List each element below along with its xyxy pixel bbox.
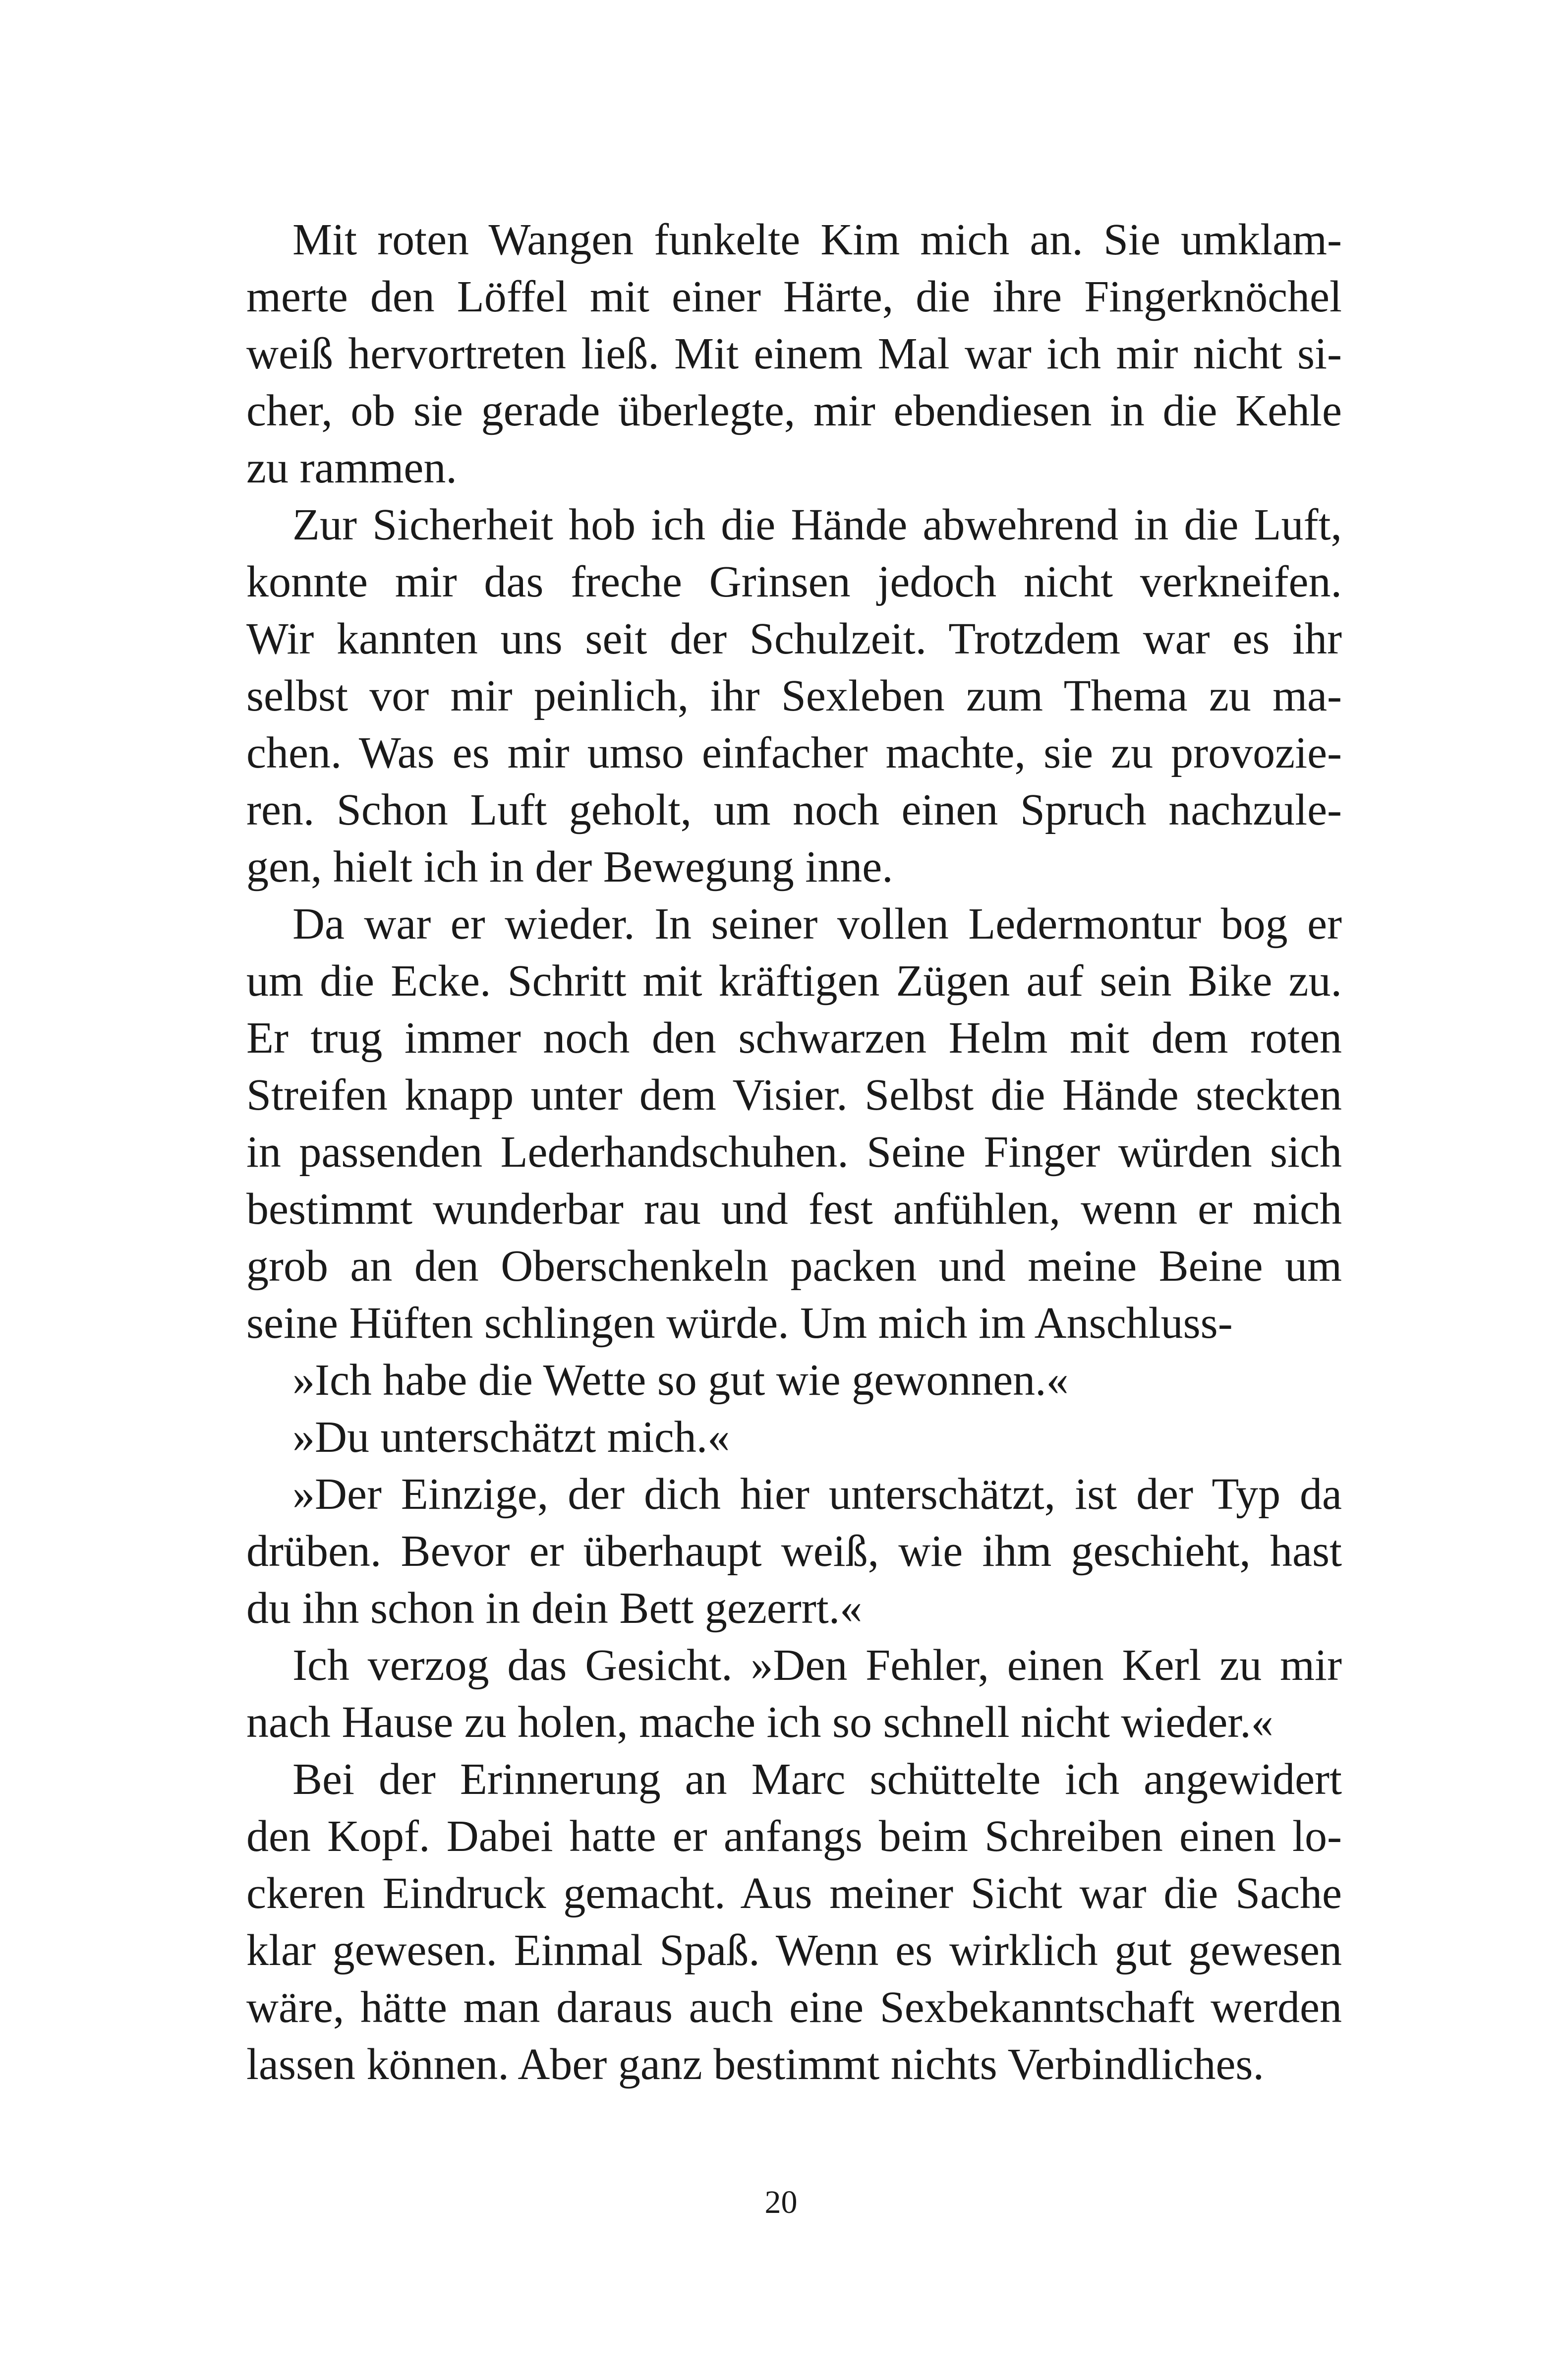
text-line: bestimmt wunderbar rau und fest anfühlen, wenn er mich bbox=[246, 1185, 1342, 1234]
text-line: konnte mir das freche Grinsen jedoch nicht verkneifen. bbox=[246, 557, 1342, 606]
text-line: nach Hause zu holen, mache ich so schnell nicht wieder.« bbox=[246, 1698, 1273, 1747]
text-line: seine Hüften schlingen würde. Um mich im Anschluss- bbox=[246, 1299, 1233, 1348]
paragraph bbox=[246, 895, 1342, 1352]
text-line: Da war er wieder. In seiner vollen Ledermontur bog er bbox=[292, 899, 1342, 949]
text-line: zu rammen. bbox=[246, 443, 457, 492]
text-line: Zur Sicherheit hob ich die Hände abwehrend in die Luft, bbox=[292, 500, 1342, 549]
paragraph bbox=[246, 496, 1342, 895]
paragraph bbox=[246, 211, 1342, 496]
text-line: gen, hielt ich in der Bewegung inne. bbox=[246, 842, 893, 892]
text-line: chen. Was es mir umso einfacher machte, sie zu provozie- bbox=[246, 728, 1342, 777]
text-line: lassen können. Aber ganz bestimmt nichts Verbindliches. bbox=[246, 2040, 1264, 2089]
text-line: cher, ob sie gerade überlegte, mir ebendiesen in die Kehle bbox=[246, 386, 1342, 435]
text-line: »Der Einzige, der dich hier unterschätzt, ist der Typ da bbox=[292, 1470, 1342, 1519]
text-line: du ihn schon in dein Bett gezerrt.« bbox=[246, 1584, 863, 1633]
text-line: wäre, hätte man daraus auch eine Sexbekanntschaft werden bbox=[246, 1983, 1342, 2032]
paragraph bbox=[246, 1751, 1342, 2093]
text-line: ckeren Eindruck gemacht. Aus meiner Sicht war die Sache bbox=[246, 1869, 1342, 1918]
text-line: den Kopf. Dabei hatte er anfangs beim Schreiben einen lo- bbox=[246, 1812, 1342, 1861]
text-line: Mit roten Wangen funkelte Kim mich an. Sie umklam- bbox=[292, 215, 1342, 264]
text-line: Streifen knapp unter dem Visier. Selbst die Hände steckten bbox=[246, 1071, 1342, 1120]
text-line: drüben. Bevor er überhaupt weiß, wie ihm geschieht, hast bbox=[246, 1527, 1342, 1576]
text-line: »Du unterschätzt mich.« bbox=[292, 1413, 730, 1462]
body-text bbox=[246, 211, 1342, 2093]
text-line: Ich verzog das Gesicht. »Den Fehler, einen Kerl zu mir bbox=[292, 1641, 1342, 1690]
text-line: Er trug immer noch den schwarzen Helm mit dem roten bbox=[246, 1013, 1342, 1063]
paragraph bbox=[246, 1466, 1342, 1637]
paragraph bbox=[246, 1352, 1342, 1409]
text-line: grob an den Oberschenkeln packen und meine Beine um bbox=[246, 1242, 1342, 1291]
paragraph bbox=[246, 1409, 1342, 1466]
text-line: klar gewesen. Einmal Spaß. Wenn es wirklich gut gewesen bbox=[246, 1926, 1342, 1975]
text-line: »Ich habe die Wette so gut wie gewonnen.« bbox=[292, 1356, 1069, 1405]
text-line: Wir kannten uns seit der Schulzeit. Trotzdem war es ihr bbox=[246, 614, 1342, 663]
text-line: um die Ecke. Schritt mit kräftigen Zügen auf sein Bike zu. bbox=[246, 956, 1342, 1006]
text-line: ren. Schon Luft geholt, um noch einen Spruch nachzule- bbox=[246, 785, 1342, 834]
text-line: weiß hervortreten ließ. Mit einem Mal war ich mir nicht si- bbox=[246, 329, 1342, 378]
text-line: selbst vor mir peinlich, ihr Sexleben zum Thema zu ma- bbox=[246, 671, 1342, 720]
text-line: Bei der Erinnerung an Marc schüttelte ich angewidert bbox=[292, 1755, 1342, 1804]
page-number: 20 bbox=[764, 2184, 798, 2220]
text-line: in passenden Lederhandschuhen. Seine Finger würden sich bbox=[246, 1128, 1342, 1177]
paragraph bbox=[246, 1637, 1342, 1751]
text-line: merte den Löffel mit einer Härte, die ihre Fingerknöchel bbox=[246, 272, 1342, 321]
